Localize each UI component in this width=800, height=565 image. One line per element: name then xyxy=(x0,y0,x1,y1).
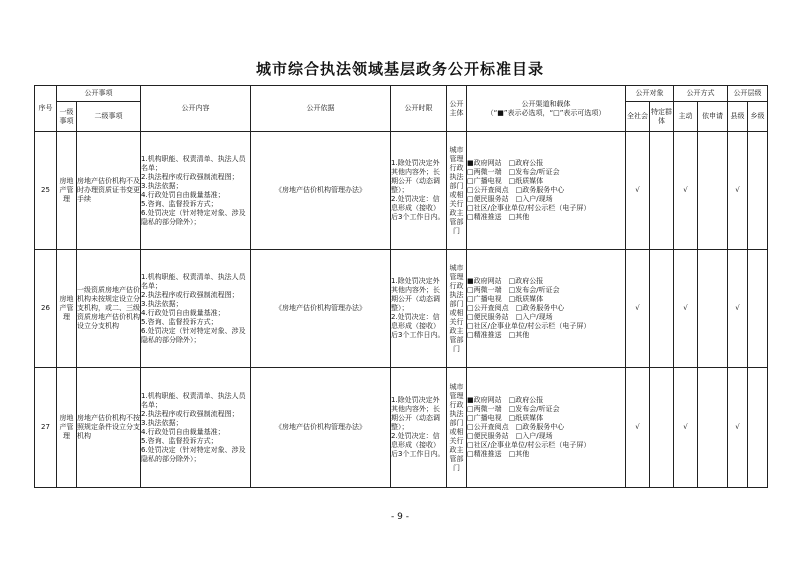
header-target: 公开对象 xyxy=(626,86,674,102)
table-row xyxy=(35,250,768,368)
row-level2: 房地产估价机构不按照规定条件设立分支机构 xyxy=(77,368,141,488)
header-seq: 序号 xyxy=(35,86,57,132)
header-target-specific: 特定群体 xyxy=(650,102,674,132)
row-content: 1.机构职能、权责清单、执法人员名单； 2.执法程序或行政强制流程图； 3.执法依据； 4.行政处罚自由裁量基准； 5.咨询、监督投诉方式； 6.处罚决定（针对特定对象、涉及隐私的部分除外）； xyxy=(141,132,251,250)
row-time: 1.除处罚决定外其他内容外；长期公开（动态调整）； 2.处罚决定：信息形成（接收）后3个工作日内。 xyxy=(391,132,447,250)
row-level-township xyxy=(748,250,768,368)
header-channel xyxy=(467,86,626,132)
row-basis: 《房地产估价机构管理办法》 xyxy=(251,368,391,488)
row-mode-request xyxy=(698,132,728,250)
row-target-specific xyxy=(650,250,674,368)
row-subject: 城市管理行政执法部门或相关行政主管部门 xyxy=(447,132,467,250)
header-level-township: 乡级 xyxy=(748,102,768,132)
row-mode-active: √ xyxy=(674,132,698,250)
row-level1: 房地产管理 xyxy=(57,250,77,368)
table-row xyxy=(35,368,768,488)
header-subject: 公开主体 xyxy=(447,86,467,132)
row-content: 1.机构职能、权责清单、执法人员名单； 2.执法程序或行政强制流程图； 3.执法依据； 4.行政处罚自由裁量基准； 5.咨询、监督投诉方式； 6.处罚决定（针对特定对象、涉及隐私的部分除外）； xyxy=(141,368,251,488)
header-mode-active: 主动 xyxy=(674,102,698,132)
row-target-all: √ xyxy=(626,132,650,250)
header-target-all: 全社会 xyxy=(626,102,650,132)
header-level-county: 县级 xyxy=(728,102,748,132)
row-level-county: √ xyxy=(728,132,748,250)
row-time: 1.除处罚决定外其他内容外；长期公开（动态调整）； 2.处罚决定：信息形成（接收）后3个工作日内。 xyxy=(391,368,447,488)
row-level2: 房地产估价机构不及时办理资质证书变更手续 xyxy=(77,132,141,250)
row-time: 1.除处罚决定外其他内容外；长期公开（动态调整）； 2.处罚决定：信息形成（接收）后3个工作日内。 xyxy=(391,250,447,368)
disclosure-table xyxy=(34,85,768,488)
row-mode-request xyxy=(698,250,728,368)
row-basis: 《房地产估价机构管理办法》 xyxy=(251,132,391,250)
header-mode-request: 依申请 xyxy=(698,102,728,132)
header-time: 公开时限 xyxy=(391,86,447,132)
row-level1: 房地产管理 xyxy=(57,368,77,488)
header-channel-note: （“■”表示必选项，“□”表示可选项） xyxy=(486,108,606,117)
header-item: 公开事项 xyxy=(57,86,141,102)
row-channels: ■政府网站 □政府公报 □两微一端 □发布会/听证会 □广播电视 □纸质媒体 □公开查阅点 □政务服务中心 □便民服务站 □入户/现场 □社区/企事业单位/村公示栏（电子屏） □精准推送 □其他 xyxy=(467,250,626,368)
header-channel-title: 公开渠道和载体 xyxy=(521,99,571,108)
row-level-township xyxy=(748,368,768,488)
row-target-all: √ xyxy=(626,250,650,368)
page-title: 城市综合执法领域基层政务公开标准目录 xyxy=(255,60,544,78)
header-mode: 公开方式 xyxy=(674,86,728,102)
row-channels: ■政府网站 □政府公报 □两微一端 □发布会/听证会 □广播电视 □纸质媒体 □公开查阅点 □政务服务中心 □便民服务站 □入户/现场 □社区/企事业单位/村公示栏（电子屏） □精准推送 □其他 xyxy=(467,132,626,250)
row-mode-request xyxy=(698,368,728,488)
row-level1: 房地产管理 xyxy=(57,132,77,250)
row-mode-active: √ xyxy=(674,250,698,368)
header-content: 公开内容 xyxy=(141,86,251,132)
row-level2: 一级资质房地产估价机构未按规定设立分支机构，或二、三级资质房地产估价机构设立分支机构 xyxy=(77,250,141,368)
header-level: 公开层级 xyxy=(728,86,768,102)
row-level-township xyxy=(748,132,768,250)
row-basis: 《房地产估价机构管理办法》 xyxy=(251,250,391,368)
row-level-county: √ xyxy=(728,368,748,488)
row-number: 27 xyxy=(35,368,57,488)
row-number: 25 xyxy=(35,132,57,250)
row-content: 1.机构职能、权责清单、执法人员名单； 2.执法程序或行政强制流程图； 3.执法依据； 4.行政处罚自由裁量基准； 5.咨询、监督投诉方式； 6.处罚决定（针对特定对象、涉及隐私的部分除外）； xyxy=(141,250,251,368)
row-subject: 城市管理行政执法部门或相关行政主管部门 xyxy=(447,250,467,368)
table-row xyxy=(35,132,768,250)
row-channels: ■政府网站 □政府公报 □两微一端 □发布会/听证会 □广播电视 □纸质媒体 □公开查阅点 □政务服务中心 □便民服务站 □入户/现场 □社区/企事业单位/村公示栏（电子屏） □精准推送 □其他 xyxy=(467,368,626,488)
row-mode-active: √ xyxy=(674,368,698,488)
page-number: - 9 - xyxy=(391,512,409,522)
header-level2: 二级事项 xyxy=(77,102,141,132)
row-target-specific xyxy=(650,368,674,488)
row-target-specific xyxy=(650,132,674,250)
header-level1: 一级事项 xyxy=(57,102,77,132)
header-basis: 公开依据 xyxy=(251,86,391,132)
row-target-all: √ xyxy=(626,368,650,488)
row-number: 26 xyxy=(35,250,57,368)
row-level-county: √ xyxy=(728,250,748,368)
row-subject: 城市管理行政执法部门或相关行政主管部门 xyxy=(447,368,467,488)
